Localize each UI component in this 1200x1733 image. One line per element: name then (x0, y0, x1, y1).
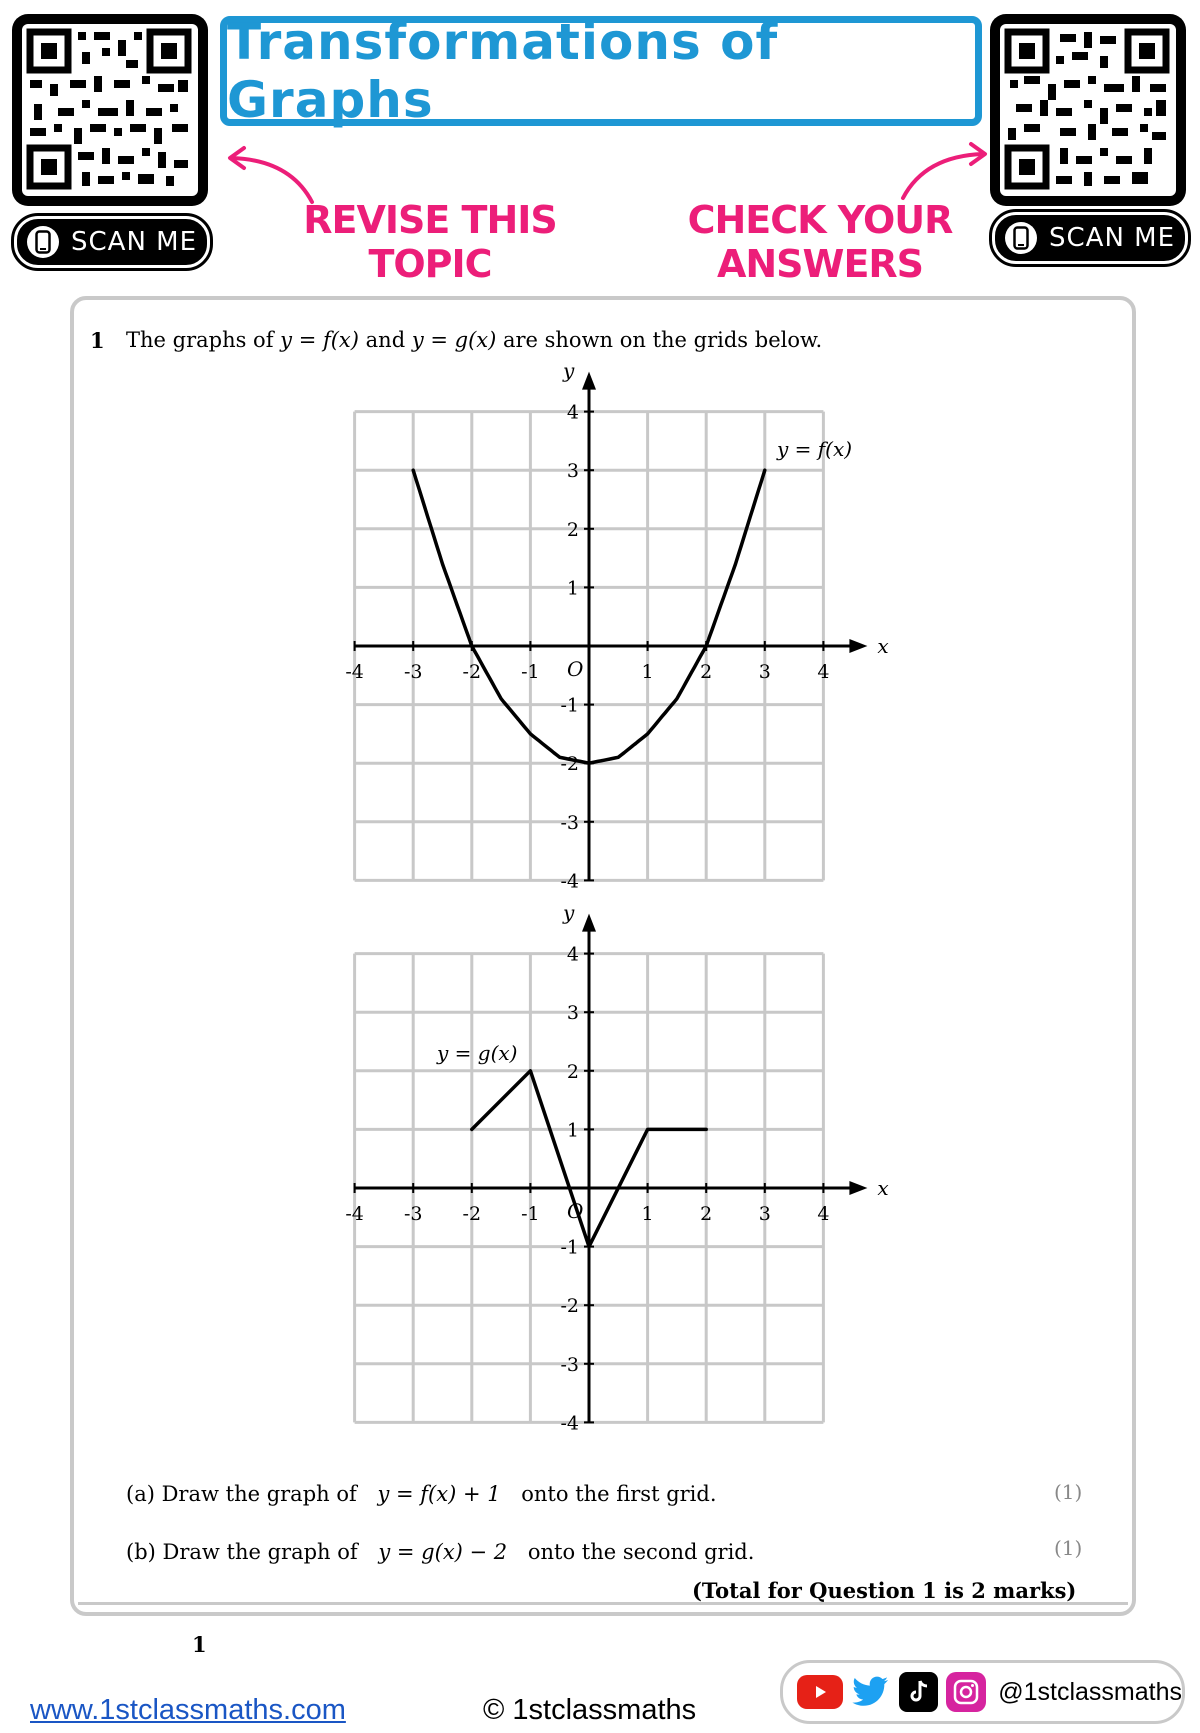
x-axis-arrow-icon (849, 1181, 867, 1195)
x-tick-label: -3 (403, 1203, 423, 1225)
y-axis-arrow-icon (582, 914, 596, 932)
youtube-icon[interactable] (797, 1675, 843, 1709)
y-tick-label: -2 (560, 1295, 579, 1318)
origin-label: O (567, 657, 584, 681)
y-tick-label: 3 (566, 1002, 579, 1025)
x-tick-label: 2 (700, 661, 713, 683)
x-tick-label: -2 (462, 1203, 482, 1225)
x-tick-label: -3 (403, 661, 423, 683)
part-b-expr: y = g(x) − 2 (378, 1540, 508, 1564)
y-tick-label: -3 (560, 811, 579, 834)
part-b-prefix: (b) Draw the graph of (126, 1540, 358, 1564)
x-tick-label: -1 (521, 1203, 540, 1225)
revise-line-2: TOPIC (368, 242, 492, 286)
x-tick-label: 2 (700, 1203, 713, 1225)
y-tick-label: -2 (560, 753, 579, 776)
x-tick-label: 1 (641, 661, 654, 683)
intro-g: y = g(x) (411, 328, 497, 352)
y-tick-label: -4 (560, 870, 579, 893)
tick-labels (345, 901, 888, 1435)
part-b (126, 1540, 754, 1564)
axes (355, 914, 868, 1423)
x-tick-label: 3 (758, 1203, 771, 1225)
page-title: Transformations of Graphs (227, 13, 779, 129)
y-tick-label: 3 (566, 460, 579, 483)
origin-label: O (567, 1199, 584, 1223)
y-axis-label: y (563, 900, 575, 925)
x-axis-label: x (877, 1176, 889, 1200)
website-link[interactable]: www.1stclassmaths.com (30, 1694, 346, 1726)
y-tick-label: 2 (566, 518, 579, 541)
curve-label: y = g(x) (437, 1041, 518, 1065)
part-a-prefix: (a) Draw the graph of (126, 1482, 357, 1506)
x-tick-label: -1 (521, 661, 540, 683)
part-a-marks: (1) (1054, 1480, 1083, 1504)
revise-line-1: REVISE THIS (303, 198, 557, 242)
scan-me-label: SCAN ME (71, 227, 198, 257)
x-tick-label: 1 (641, 1203, 654, 1225)
part-b-marks: (1) (1054, 1536, 1083, 1560)
x-tick-label: 3 (758, 661, 771, 683)
scan-me-label: SCAN ME (1049, 223, 1176, 253)
twitter-icon[interactable] (851, 1672, 891, 1712)
x-tick-label: -4 (345, 661, 364, 683)
part-b-suffix: onto the second grid. (527, 1540, 755, 1564)
y-tick-label: 2 (566, 1060, 579, 1083)
y-tick-label: 1 (566, 1119, 579, 1142)
x-tick-label: 4 (817, 1203, 830, 1225)
intro-and: and (358, 328, 412, 352)
intro-suffix: are shown on the grids below. (496, 328, 823, 352)
check-line-2: ANSWERS (716, 242, 924, 286)
y-tick-label: -4 (560, 1412, 579, 1435)
copyright: © 1stclassmaths (483, 1694, 697, 1726)
part-a-expr: y = f(x) + 1 (377, 1482, 501, 1506)
part-a (126, 1482, 717, 1506)
x-axis-label: x (877, 634, 889, 658)
y-tick-label: -1 (560, 1236, 579, 1259)
intro-prefix: The graphs of (126, 328, 281, 352)
part-a-suffix: onto the first grid. (521, 1482, 717, 1506)
y-tick-label: -1 (560, 694, 579, 717)
tiktok-icon[interactable] (899, 1672, 939, 1712)
total-marks: (Total for Question 1 is 2 marks) (692, 1578, 1077, 1603)
instagram-icon[interactable] (946, 1672, 986, 1712)
y-tick-label: 4 (566, 943, 579, 966)
y-tick-label: 1 (566, 577, 579, 600)
curve-label: y = f(x) (777, 437, 853, 461)
question-number: 1 (90, 328, 105, 353)
x-tick-label: 4 (817, 661, 830, 683)
social-links (780, 1660, 1185, 1724)
social-handle: @1stclassmaths (998, 1677, 1182, 1706)
check-line-1: CHECK YOUR (687, 198, 953, 242)
intro-f: y = f(x) (280, 328, 359, 352)
x-tick-label: -4 (345, 1203, 364, 1225)
x-tick-label: -2 (462, 661, 482, 683)
y-tick-label: -3 (560, 1353, 579, 1376)
y-axis-label: y (563, 358, 575, 383)
y-tick-label: 4 (566, 401, 579, 424)
page-number: 1 (192, 1632, 207, 1657)
